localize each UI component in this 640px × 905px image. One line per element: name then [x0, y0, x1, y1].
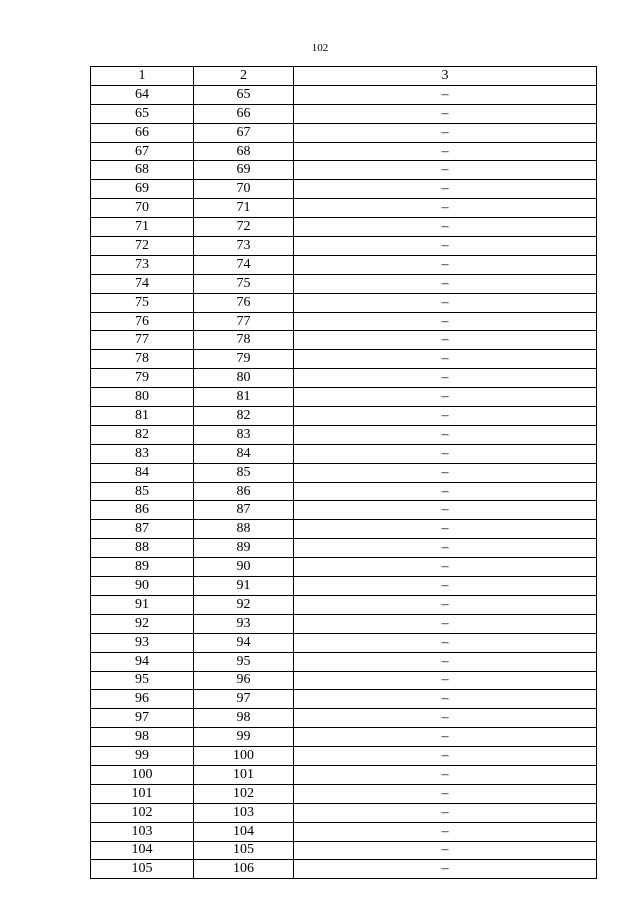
- table-cell: 71: [91, 218, 194, 237]
- table-cell: –: [294, 765, 597, 784]
- table-cell: 106: [194, 860, 294, 879]
- table-cell: –: [294, 577, 597, 596]
- table-cell: 93: [91, 633, 194, 652]
- table-cell: 70: [91, 199, 194, 218]
- table-cell: 87: [194, 501, 294, 520]
- table-cell: 73: [194, 237, 294, 256]
- table-cell: 90: [194, 558, 294, 577]
- table-row: [91, 747, 597, 766]
- table-cell: 69: [91, 180, 194, 199]
- table-row: [91, 104, 597, 123]
- table-cell: –: [294, 463, 597, 482]
- table-cell: 99: [91, 747, 194, 766]
- table-cell: –: [294, 369, 597, 388]
- table-row: [91, 520, 597, 539]
- table-cell: 68: [91, 161, 194, 180]
- table-cell: –: [294, 841, 597, 860]
- table-cell: 90: [91, 577, 194, 596]
- table-row: [91, 595, 597, 614]
- table-row: [91, 482, 597, 501]
- table-cell: 86: [91, 501, 194, 520]
- table-row: [91, 407, 597, 426]
- table-row: [91, 388, 597, 407]
- table-row: [91, 690, 597, 709]
- table-cell: 64: [91, 85, 194, 104]
- table-cell: 76: [91, 312, 194, 331]
- table-cell: 80: [194, 369, 294, 388]
- table-cell: 104: [194, 822, 294, 841]
- table-row: [91, 501, 597, 520]
- table-cell: –: [294, 558, 597, 577]
- table-cell: 94: [194, 633, 294, 652]
- table-cell: –: [294, 180, 597, 199]
- table-cell: –: [294, 784, 597, 803]
- table-cell: 103: [91, 822, 194, 841]
- table-row: [91, 765, 597, 784]
- table-cell: –: [294, 709, 597, 728]
- table-cell: –: [294, 218, 597, 237]
- column-header: 1: [91, 67, 194, 86]
- table-row: [91, 539, 597, 558]
- table-cell: –: [294, 822, 597, 841]
- table-cell: 69: [194, 161, 294, 180]
- page-number: 102: [311, 42, 329, 54]
- table-cell: 67: [91, 142, 194, 161]
- table-cell: –: [294, 255, 597, 274]
- table-row: [91, 199, 597, 218]
- table-row: [91, 142, 597, 161]
- table-cell: 76: [194, 293, 294, 312]
- table-row: [91, 180, 597, 199]
- table-cell: 91: [194, 577, 294, 596]
- table-cell: 86: [194, 482, 294, 501]
- table-cell: –: [294, 671, 597, 690]
- table-cell: 81: [91, 407, 194, 426]
- table-cell: –: [294, 161, 597, 180]
- table-cell: 71: [194, 199, 294, 218]
- table-cell: 65: [91, 104, 194, 123]
- table-row: [91, 444, 597, 463]
- table-cell: 73: [91, 255, 194, 274]
- table-cell: 84: [91, 463, 194, 482]
- table-cell: 85: [194, 463, 294, 482]
- table-cell: –: [294, 652, 597, 671]
- table-cell: 98: [91, 728, 194, 747]
- table-cell: –: [294, 614, 597, 633]
- column-header: 2: [194, 67, 294, 86]
- table-row: [91, 841, 597, 860]
- table-row: [91, 331, 597, 350]
- table-row: [91, 350, 597, 369]
- table-header-row: [91, 67, 597, 86]
- table-cell: 89: [194, 539, 294, 558]
- table-cell: 93: [194, 614, 294, 633]
- table-cell: 66: [194, 104, 294, 123]
- table-cell: 105: [91, 860, 194, 879]
- table-cell: –: [294, 444, 597, 463]
- table-cell: –: [294, 104, 597, 123]
- table-row: [91, 255, 597, 274]
- table-row: [91, 671, 597, 690]
- table-cell: –: [294, 425, 597, 444]
- table-cell: –: [294, 860, 597, 879]
- table-cell: 79: [91, 369, 194, 388]
- table-cell: 102: [91, 803, 194, 822]
- table-row: [91, 85, 597, 104]
- table-cell: 96: [194, 671, 294, 690]
- table-cell: 70: [194, 180, 294, 199]
- table-cell: 75: [91, 293, 194, 312]
- table-row: [91, 728, 597, 747]
- table-cell: –: [294, 747, 597, 766]
- table-cell: –: [294, 520, 597, 539]
- table-cell: 77: [91, 331, 194, 350]
- table-cell: 75: [194, 274, 294, 293]
- table-row: [91, 274, 597, 293]
- table-cell: 98: [194, 709, 294, 728]
- table-row: [91, 218, 597, 237]
- table-cell: 72: [91, 237, 194, 256]
- table-cell: 96: [91, 690, 194, 709]
- table-cell: –: [294, 274, 597, 293]
- table-cell: 82: [91, 425, 194, 444]
- table-cell: –: [294, 123, 597, 142]
- table-row: [91, 614, 597, 633]
- table-cell: 102: [194, 784, 294, 803]
- column-header: 3: [294, 67, 597, 86]
- table-row: [91, 161, 597, 180]
- table-cell: –: [294, 539, 597, 558]
- table-cell: 78: [91, 350, 194, 369]
- table-cell: 80: [91, 388, 194, 407]
- table-cell: –: [294, 407, 597, 426]
- table-cell: 79: [194, 350, 294, 369]
- table-row: [91, 558, 597, 577]
- table-cell: 104: [91, 841, 194, 860]
- table-cell: 101: [194, 765, 294, 784]
- table-cell: –: [294, 142, 597, 161]
- table-body: [91, 85, 597, 878]
- table-cell: –: [294, 331, 597, 350]
- table-row: [91, 709, 597, 728]
- table-cell: 81: [194, 388, 294, 407]
- table-row: [91, 293, 597, 312]
- table-cell: 66: [91, 123, 194, 142]
- table-row: [91, 784, 597, 803]
- table-cell: 101: [91, 784, 194, 803]
- table-cell: 103: [194, 803, 294, 822]
- table-cell: 78: [194, 331, 294, 350]
- table-cell: 99: [194, 728, 294, 747]
- table-cell: –: [294, 85, 597, 104]
- table-cell: 84: [194, 444, 294, 463]
- table-cell: 91: [91, 595, 194, 614]
- table-cell: 87: [91, 520, 194, 539]
- table-cell: 92: [194, 595, 294, 614]
- table-row: [91, 822, 597, 841]
- table-cell: 65: [194, 85, 294, 104]
- table-row: [91, 633, 597, 652]
- table-cell: 83: [194, 425, 294, 444]
- table-row: [91, 312, 597, 331]
- table-cell: –: [294, 312, 597, 331]
- table-cell: 74: [194, 255, 294, 274]
- table-cell: –: [294, 595, 597, 614]
- table-cell: 85: [91, 482, 194, 501]
- table-row: [91, 652, 597, 671]
- table-row: [91, 577, 597, 596]
- table-cell: 97: [194, 690, 294, 709]
- table-cell: 72: [194, 218, 294, 237]
- table-row: [91, 369, 597, 388]
- table-cell: –: [294, 199, 597, 218]
- table-cell: –: [294, 482, 597, 501]
- table-row: [91, 425, 597, 444]
- table-cell: 83: [91, 444, 194, 463]
- table-cell: 95: [194, 652, 294, 671]
- table-row: [91, 860, 597, 879]
- table-cell: 82: [194, 407, 294, 426]
- table-cell: 88: [194, 520, 294, 539]
- table-cell: 100: [194, 747, 294, 766]
- table-cell: –: [294, 501, 597, 520]
- table-cell: 88: [91, 539, 194, 558]
- data-table: [90, 66, 597, 879]
- table-cell: –: [294, 803, 597, 822]
- table-row: [91, 123, 597, 142]
- table-cell: –: [294, 293, 597, 312]
- table-cell: 100: [91, 765, 194, 784]
- table-cell: 67: [194, 123, 294, 142]
- table-row: [91, 463, 597, 482]
- table-cell: 105: [194, 841, 294, 860]
- table-cell: 92: [91, 614, 194, 633]
- table-cell: 94: [91, 652, 194, 671]
- table-cell: –: [294, 690, 597, 709]
- table-cell: –: [294, 237, 597, 256]
- table-cell: 74: [91, 274, 194, 293]
- table-cell: –: [294, 388, 597, 407]
- table-cell: 95: [91, 671, 194, 690]
- table-cell: 77: [194, 312, 294, 331]
- table-cell: –: [294, 633, 597, 652]
- table-cell: 89: [91, 558, 194, 577]
- table-cell: –: [294, 350, 597, 369]
- table-row: [91, 803, 597, 822]
- table-cell: 68: [194, 142, 294, 161]
- table-row: [91, 237, 597, 256]
- table-cell: –: [294, 728, 597, 747]
- table-cell: 97: [91, 709, 194, 728]
